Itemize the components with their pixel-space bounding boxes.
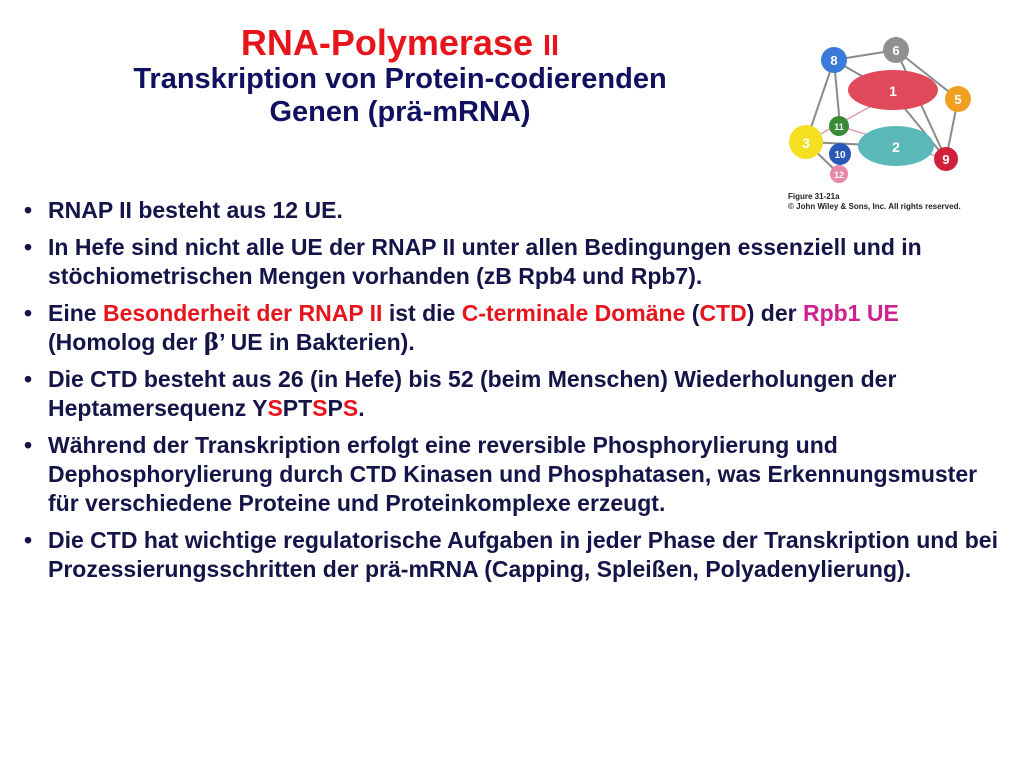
text-segment: P bbox=[327, 395, 343, 421]
bullet-dot: • bbox=[24, 197, 33, 223]
bullet-text: Während der Transkription erfolgt eine reversible Phosphorylierung und Dephosphorylierung durch CTD Kinasen und Phosphatasen, was Erkennungsmuster für verschiedene Proteine und Proteinkomplexe erzeugt. bbox=[48, 432, 978, 516]
bullet-item bbox=[24, 526, 1009, 584]
text-segment: ist die bbox=[382, 300, 462, 326]
bullet-dot: • bbox=[24, 366, 33, 392]
bullet-item bbox=[24, 365, 1009, 423]
bullet-item bbox=[24, 233, 1009, 291]
text-segment: ) der bbox=[746, 300, 803, 326]
highlight-serine: S bbox=[312, 395, 328, 421]
bullet-item bbox=[24, 431, 1009, 518]
subunit-6-label: 6 bbox=[892, 43, 900, 58]
bullet-text: RNAP II besteht aus 12 UE. bbox=[48, 197, 343, 223]
text-segment: Eine bbox=[48, 300, 103, 326]
subunit-3-label: 3 bbox=[802, 135, 810, 151]
greek-beta: β bbox=[203, 329, 220, 356]
text-segment: (Homolog der bbox=[48, 329, 204, 355]
subunit-12-label: 12 bbox=[833, 170, 845, 180]
highlight-ctd-domain: C-terminale Domäne bbox=[461, 300, 686, 326]
text-segment: ( bbox=[685, 300, 700, 326]
text-segment: PT bbox=[282, 395, 313, 421]
rnap-subunit-figure bbox=[786, 34, 986, 219]
highlight-serine: S bbox=[267, 395, 283, 421]
title-main: RNA-Polymerase bbox=[240, 22, 543, 63]
title-roman-numeral: II bbox=[543, 30, 560, 62]
bullet-dot: • bbox=[24, 300, 33, 326]
figure-copyright: © John Wiley & Sons, Inc. All rights reserved. bbox=[788, 202, 961, 211]
bullet-list bbox=[24, 196, 1009, 592]
title-line-1 bbox=[30, 22, 770, 63]
text-segment: Die CTD besteht aus 26 (in Hefe) bis 52 (beim Menschen) Wiederholungen der Heptamersequenz Y bbox=[48, 366, 897, 421]
bullet-dot: • bbox=[24, 527, 33, 553]
bullet-dot: • bbox=[24, 234, 33, 260]
subunit-8-label: 8 bbox=[830, 53, 838, 68]
figure-number: Figure 31-21a bbox=[788, 192, 840, 201]
bullet-item bbox=[24, 299, 1009, 357]
bullet-text: In Hefe sind nicht alle UE der RNAP II unter allen Bedingungen essenziell und in stöchiometrischen Mengen vorhanden (zB Rpb4 und Rpb7). bbox=[48, 234, 922, 289]
bullet-text bbox=[48, 366, 896, 421]
title-line-3: Genen (prä-mRNA) bbox=[269, 96, 531, 129]
subunit-9-label: 9 bbox=[942, 152, 950, 167]
bullet-text: Die CTD hat wichtige regulatorische Aufgaben in jeder Phase der Transkription und bei Prozessierungsschritten der prä-mRNA (Capping, Spleißen, Polyadenylierung). bbox=[48, 527, 998, 582]
subunit-5-label: 5 bbox=[954, 92, 962, 107]
highlight-besonderheit: Besonderheit der RNAP II bbox=[102, 300, 383, 326]
bullet-dot: • bbox=[24, 432, 33, 458]
highlight-rpb1: Rpb1 UE bbox=[802, 300, 899, 326]
subunit-2-label: 2 bbox=[892, 139, 900, 155]
text-segment: . bbox=[358, 395, 365, 421]
subunit-10-label: 10 bbox=[834, 150, 846, 161]
title-line-2: Transkription von Protein-codierenden bbox=[133, 63, 667, 96]
bullet-text bbox=[48, 300, 899, 355]
text-segment: ’ UE in Bakterien). bbox=[219, 329, 415, 355]
highlight-ctd: CTD bbox=[699, 300, 747, 326]
bullet-item bbox=[24, 196, 1009, 225]
subunit-1-label: 1 bbox=[889, 83, 897, 99]
subunit-network-diagram bbox=[786, 34, 986, 194]
highlight-serine: S bbox=[342, 395, 359, 421]
subunit-11-label: 11 bbox=[834, 122, 844, 132]
slide-title bbox=[30, 22, 770, 129]
